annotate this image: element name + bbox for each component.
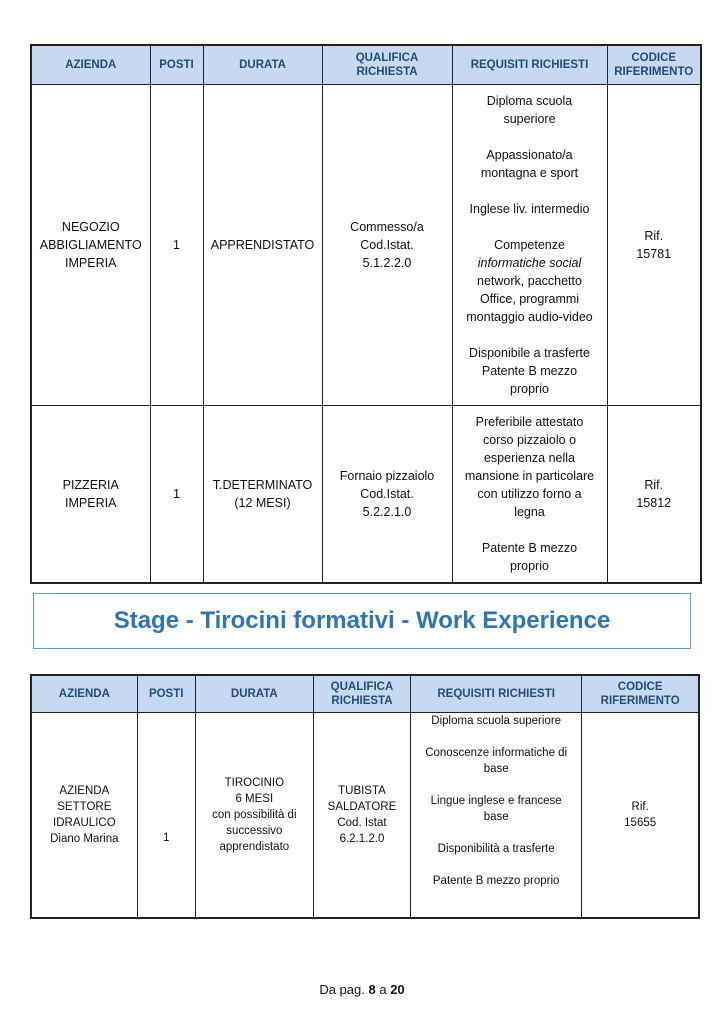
cell-requisiti — [411, 713, 582, 918]
header-requisiti: REQUISITI RICHIESTI — [411, 675, 582, 713]
table-header-row — [31, 45, 701, 85]
requisito: Diploma scuola superiore — [431, 715, 562, 727]
qualifica-line: 5.1.2.2.0 — [362, 256, 412, 270]
durata-line: apprendistato — [219, 840, 290, 853]
header-durata: DURATA — [203, 45, 322, 85]
cell-durata — [203, 406, 322, 583]
cell-azienda — [31, 85, 150, 406]
azienda-line: IMPERIA — [65, 256, 117, 270]
table-row — [31, 85, 701, 406]
header-azienda: AZIENDA — [31, 675, 137, 713]
requisito: Conoscenze informatiche di base — [425, 747, 568, 775]
job-table-2 — [30, 674, 700, 919]
cell-qualifica — [322, 85, 452, 406]
qualifica-line: TUBISTA — [338, 784, 386, 797]
cell-codice — [582, 713, 699, 918]
qualifica-line: Commesso/a — [350, 220, 424, 234]
codice-value: 15781 — [636, 247, 672, 261]
header-codice: CODICE RIFERIMENTO — [582, 675, 699, 713]
codice-value: 15812 — [636, 495, 672, 510]
cell-requisiti — [452, 85, 607, 406]
cell-codice — [607, 85, 701, 406]
footer-page-total: 20 — [390, 982, 405, 997]
requisito: Diploma scuola superiore — [486, 94, 573, 126]
azienda-line: IDRAULICO — [53, 816, 116, 829]
requisito: Lingue inglese e francese base — [430, 795, 562, 823]
requisito: Appassionato/a montagna e sport — [480, 148, 579, 180]
durata-line: con possibilità di — [212, 808, 297, 821]
requisito: Competenze informatiche social network, pacchetto Office, programmi montaggio audio-video — [466, 238, 593, 324]
table-row — [31, 406, 701, 583]
durata-line: 6 MESI — [235, 792, 274, 805]
cell-qualifica — [313, 713, 410, 918]
qualifica-line: Cod.Istat. — [360, 238, 414, 252]
table-row — [31, 713, 699, 918]
azienda-line: SETTORE — [57, 800, 112, 813]
footer-page-number: 8 — [368, 982, 376, 997]
qualifica-line: 5.2.2.1.0 — [362, 504, 412, 519]
azienda-line: PIZZERIA — [62, 477, 119, 492]
qualifica-line: 6.2.1.2.0 — [339, 832, 385, 845]
azienda-line: ABBIGLIAMENTO — [39, 238, 142, 252]
cell-codice — [607, 406, 701, 583]
requisito: Disponibile a trasferte Patente B mezzo proprio — [469, 346, 590, 396]
codice-value: 15655 — [624, 816, 657, 829]
header-qualifica: QUALIFICA RICHIESTA — [322, 45, 452, 85]
requisito: Inglese liv. intermedio — [469, 202, 590, 216]
cell-azienda — [31, 713, 137, 918]
cell-posti: 1 — [150, 406, 203, 583]
header-posti: POSTI — [150, 45, 203, 85]
page-footer — [0, 982, 724, 997]
durata-line: (12 MESI) — [234, 495, 291, 510]
header-requisiti: REQUISITI RICHIESTI — [452, 45, 607, 85]
cell-durata — [195, 713, 313, 918]
header-codice: CODICE RIFERIMENTO — [607, 45, 701, 85]
codice-label: Rif. — [644, 229, 664, 243]
requisito: Preferibile attestato corso pizzaiolo o esperienza nella mansione in particolare con utilizzo forno a legna — [464, 414, 595, 519]
cell-durata: APPRENDISTATO — [203, 85, 322, 406]
cell-requisiti — [452, 406, 607, 583]
qualifica-line: Cod.Istat. — [360, 486, 414, 501]
qualifica-line: Cod. Istat — [337, 816, 387, 829]
header-azienda: AZIENDA — [31, 45, 150, 85]
posti-value: 1 — [162, 831, 170, 844]
section-banner — [33, 593, 691, 649]
cell-qualifica — [322, 406, 452, 583]
requisito: Patente B mezzo proprio — [432, 875, 560, 887]
footer-separator: a — [379, 982, 387, 997]
azienda-line: NEGOZIO — [61, 220, 120, 234]
azienda-line: AZIENDA — [59, 784, 110, 797]
requisito: Disponibilità a trasferte — [437, 843, 555, 855]
header-qualifica: QUALIFICA RICHIESTA — [313, 675, 410, 713]
table-header-row — [31, 675, 699, 713]
codice-label: Rif. — [631, 800, 649, 813]
codice-label: Rif. — [644, 477, 664, 492]
job-table-1 — [30, 44, 702, 584]
durata-line: TIROCINIO — [224, 776, 285, 789]
cell-posti: 1 — [150, 85, 203, 406]
azienda-line: Diano Marina — [50, 832, 119, 845]
footer-prefix: Da pag. — [319, 982, 365, 997]
durata-line: T.DETERMINATO — [212, 477, 313, 492]
cell-posti — [137, 713, 195, 918]
durata-line: successivo — [226, 824, 283, 837]
qualifica-line: SALDATORE — [327, 800, 397, 813]
requisito: Patente B mezzo proprio — [481, 540, 578, 573]
header-durata: DURATA — [195, 675, 313, 713]
qualifica-line: Fornaio pizzaiolo — [339, 468, 435, 483]
header-posti: POSTI — [137, 675, 195, 713]
cell-azienda — [31, 406, 150, 583]
azienda-line: IMPERIA — [65, 495, 117, 510]
banner-title: Stage - Tirocini formativi - Work Experience — [113, 607, 611, 634]
